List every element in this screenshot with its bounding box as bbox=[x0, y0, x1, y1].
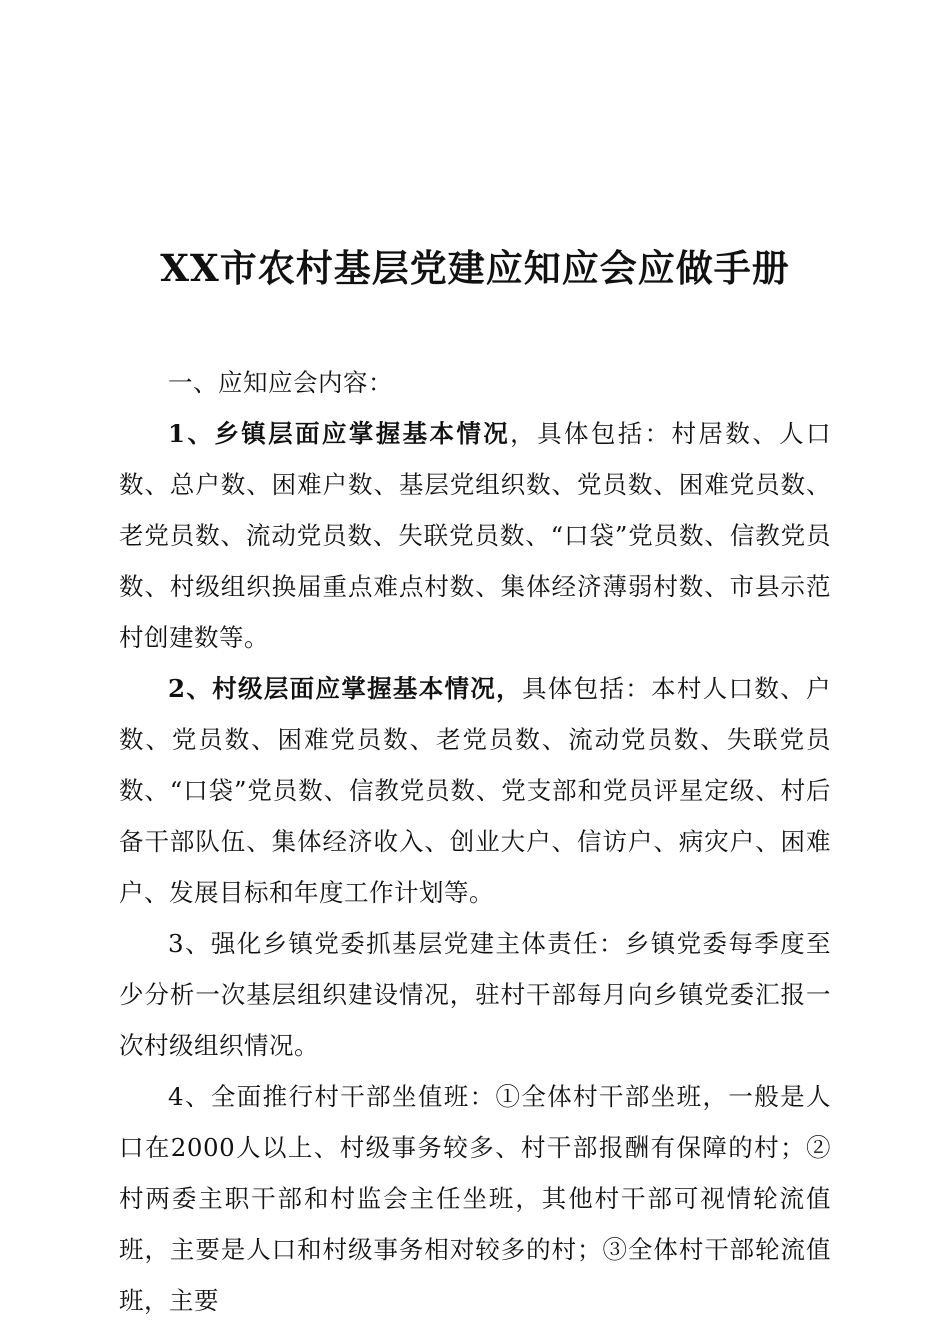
paragraph-3-text: 3、强化乡镇党委抓基层党建主体责任：乡镇党委每季度至少分析一次基层组织建设情况，驻村干部每月向乡镇党委汇报一次村级组织情况。 bbox=[119, 929, 831, 1060]
paragraph-2-lead: 2、村级层面应掌握基本情况， bbox=[168, 674, 522, 703]
paragraph-4-text: 4、全面推行村干部坐值班：①全体村干部坐班，一般是人口在2000人以上、村级事务较多、村干部报酬有保障的村；②村两委主职干部和村监会主任坐班，其他村干部可视情轮流值班，主要是人口和村级事务相对较多的村；③全体村干部轮流值班，主要 bbox=[119, 1082, 831, 1315]
paragraph-2-text: 具体包括：本村人口数、户数、党员数、困难党员数、老党员数、流动党员数、失联党员数、“口袋”党员数、信教党员数、党支部和党员评星定级、村后备干部队伍、集体经济收入、创业大户、信访户、病灾户、困难户、发展目标和年度工作计划等。 bbox=[119, 674, 831, 907]
document-body bbox=[119, 357, 831, 1326]
paragraph-1-lead: 1、乡镇层面应掌握基本情况 bbox=[168, 419, 511, 448]
section-heading: 一、应知应会内容： bbox=[168, 368, 393, 397]
paragraph-3 bbox=[119, 918, 831, 1071]
paragraph-2 bbox=[119, 663, 831, 918]
document-title: XX市农村基层党建应知应会应做手册 bbox=[160, 246, 790, 290]
paragraph-4 bbox=[119, 1071, 831, 1326]
paragraph-1-text: ，具体包括：村居数、人口数、总户数、困难户数、基层党组织数、党员数、困难党员数、老党员数、流动党员数、失联党员数、“口袋”党员数、信教党员数、村级组织换届重点难点村数、集体经济薄弱村数、市县示范村创建数等。 bbox=[119, 419, 832, 652]
paragraph-1 bbox=[119, 408, 831, 663]
